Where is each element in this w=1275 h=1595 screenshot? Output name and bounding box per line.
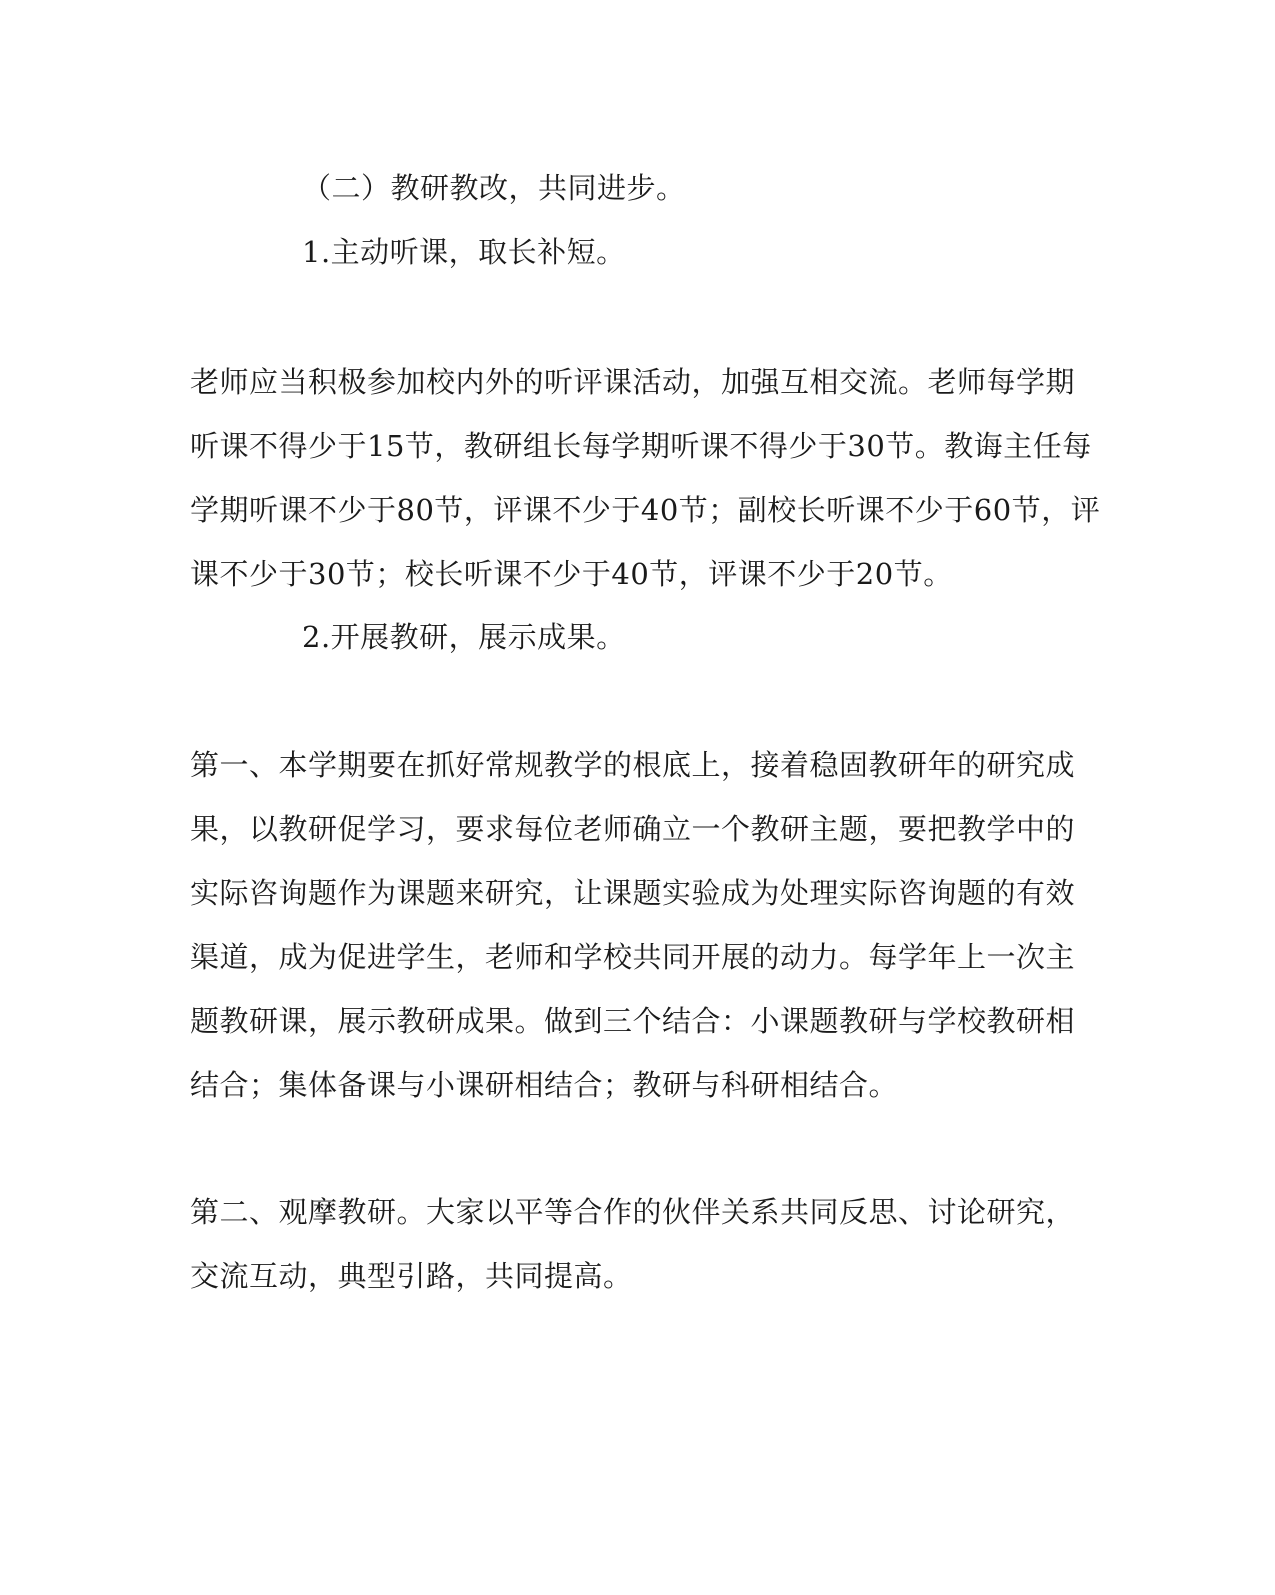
paragraph-2-line-3: 实际咨询题作为课题来研究，让课题实验成为处理实际咨询题的有效 <box>190 876 1076 910</box>
paragraph-3-line-1: 第二、观摩教研。大家以平等合作的伙伴关系共同反思、讨论研究， <box>190 1195 1076 1229</box>
paragraph-2-line-2: 果，以教研促学习，要求每位老师确立一个教研主题，要把教学中的 <box>190 812 1076 846</box>
paragraph-3-line-2: 交流互动，典型引路，共同提高。 <box>190 1259 633 1293</box>
item-1-heading: 1.主动听课，取长补短。 <box>302 235 626 269</box>
paragraph-1-line-3: 学期听课不少于80节，评课不少于40节；副校长听课不少于60节，评 <box>190 493 1101 527</box>
paragraph-1-line-1: 老师应当积极参加校内外的听评课活动，加强互相交流。老师每学期 <box>190 365 1076 399</box>
paragraph-1-line-2: 听课不得少于15节，教研组长每学期听课不得少于30节。教诲主任每 <box>190 429 1092 463</box>
paragraph-2-line-5: 题教研课，展示教研成果。做到三个结合：小课题教研与学校教研相 <box>190 1004 1076 1038</box>
paragraph-2-line-1: 第一、本学期要在抓好常规教学的根底上，接着稳固教研年的研究成 <box>190 748 1076 782</box>
item-2-heading: 2.开展教研，展示成果。 <box>302 620 626 654</box>
paragraph-1-line-4: 课不少于30节；校长听课不少于40节，评课不少于20节。 <box>190 557 953 591</box>
section-heading: （二）教研教改，共同进步。 <box>302 171 686 205</box>
paragraph-2-line-6: 结合；集体备课与小课研相结合；教研与科研相结合。 <box>190 1068 899 1102</box>
paragraph-2-line-4: 渠道，成为促进学生，老师和学校共同开展的动力。每学年上一次主 <box>190 940 1076 974</box>
